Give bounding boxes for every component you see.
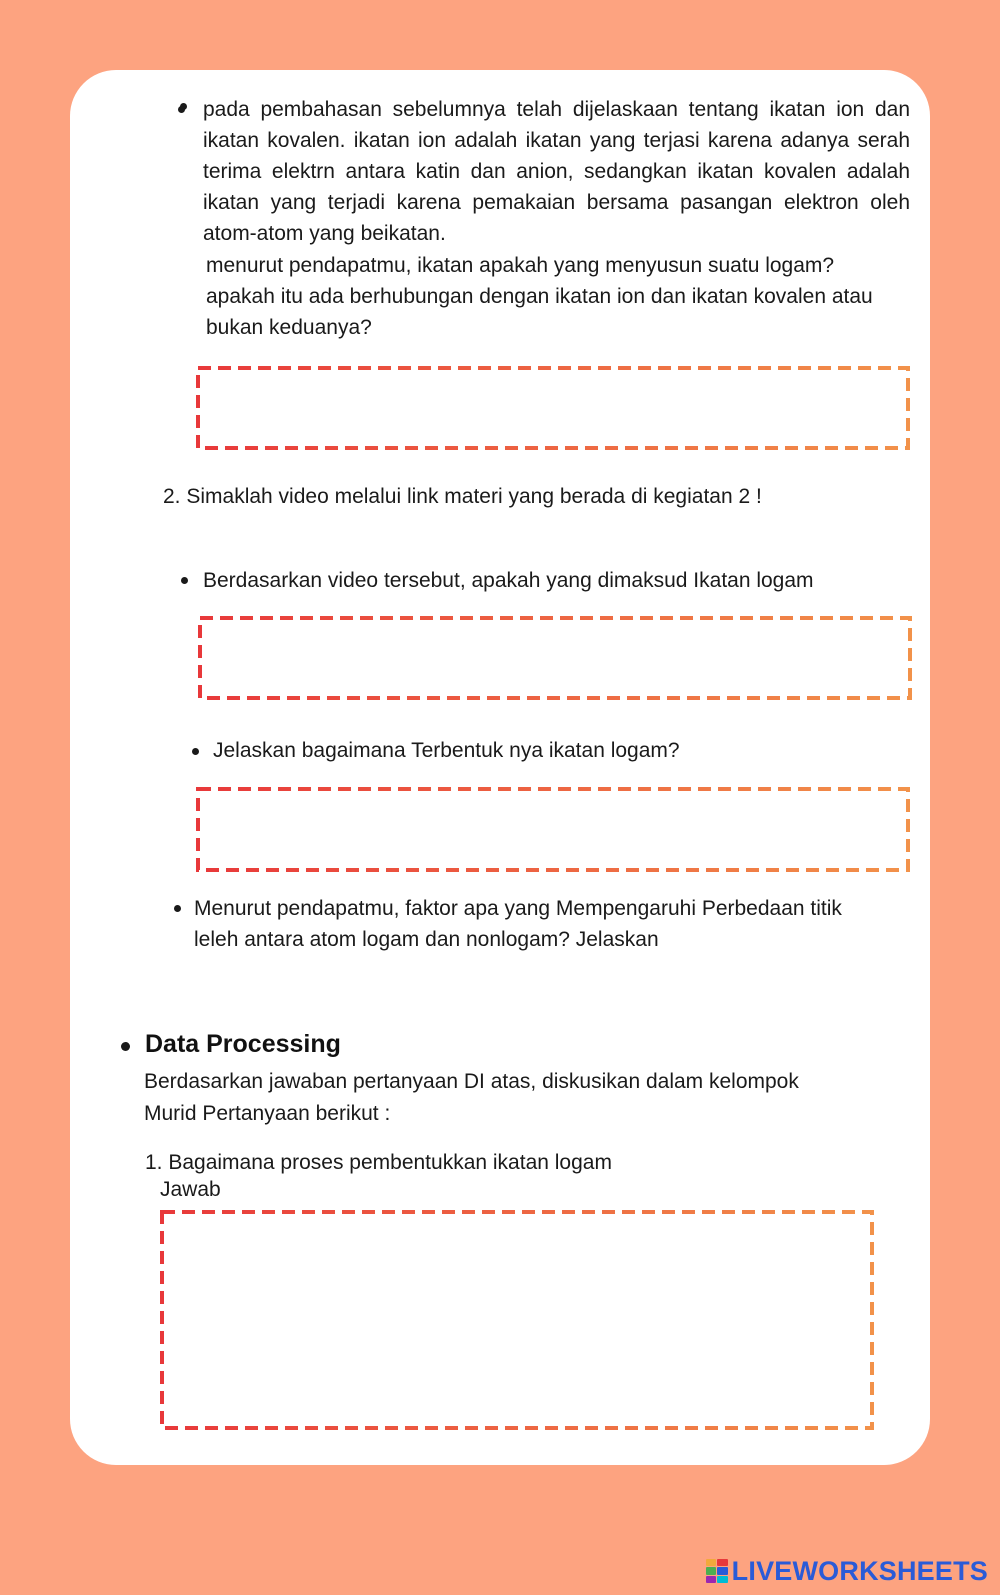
liveworksheets-logo[interactable] xyxy=(706,1556,988,1586)
bullet-dot xyxy=(174,905,181,912)
bullet-dot xyxy=(181,577,188,584)
answer-box-proses-pembentukkan[interactable] xyxy=(160,1210,874,1430)
answer-label: Jawab xyxy=(160,1178,221,1201)
dashed-border xyxy=(196,366,910,450)
data-processing-intro-line1: Berdasarkan jawaban pertanyaan DI atas, diskusikan dalam kelompok xyxy=(144,1070,799,1093)
data-processing-question-1: 1. Bagaimana proses pembentukkan ikatan logam xyxy=(145,1151,612,1174)
bullet-dot xyxy=(178,106,185,113)
answer-box-definisi-ikatan-logam[interactable] xyxy=(198,616,912,700)
liveworksheets-brand-name: LIVEWORKSHEETS xyxy=(731,1555,988,1586)
data-processing-title: Data Processing xyxy=(145,1030,341,1058)
section-2-heading: 2. Simaklah video melalui link materi yang berada di kegiatan 2 ! xyxy=(163,485,762,508)
intro-paragraph: pada pembahasan sebelumnya telah dijelaskaan tentang ikatan ion dan ikatan kovalen. ikatan ion adalah ikatan yang terjasi karena adanya serah terima elektrn antara katin dan anion, sedangkan ikatan kovalen adalah ikatan yang terjadi karena pemakaian bersama pasangan elektron oleh atom-atom yang beikatan. xyxy=(203,98,910,245)
bullet-dot xyxy=(121,1042,130,1051)
question-titik-leleh-line1: Menurut pendapatmu, faktor apa yang Mempengaruhi Perbedaan titik xyxy=(194,897,842,920)
question-terbentuknya-ikatan-logam: Jelaskan bagaimana Terbentuk nya ikatan logam? xyxy=(213,739,680,762)
liveworksheets-logo-icon xyxy=(706,1559,728,1583)
intro-question: menurut pendapatmu, ikatan apakah yang menyusun suatu logam? apakah itu ada berhubungan dengan ikatan ion dan ikatan kovalen atau bukan keduanya? xyxy=(206,254,873,339)
question-ikatan-logam: Berdasarkan video tersebut, apakah yang dimaksud Ikatan logam xyxy=(203,569,814,592)
answer-box-ikatan-penyusun-logam[interactable] xyxy=(196,366,910,450)
bullet-dot xyxy=(192,748,199,755)
data-processing-intro-line2: Murid Pertanyaan berikut : xyxy=(144,1102,391,1125)
dashed-border xyxy=(198,616,912,700)
dashed-border xyxy=(160,1210,874,1430)
answer-box-terbentuknya-ikatan-logam[interactable] xyxy=(196,787,910,872)
question-titik-leleh-line2: leleh antara atom logam dan nonlogam? Jelaskan xyxy=(194,928,659,951)
dashed-border xyxy=(196,787,910,872)
